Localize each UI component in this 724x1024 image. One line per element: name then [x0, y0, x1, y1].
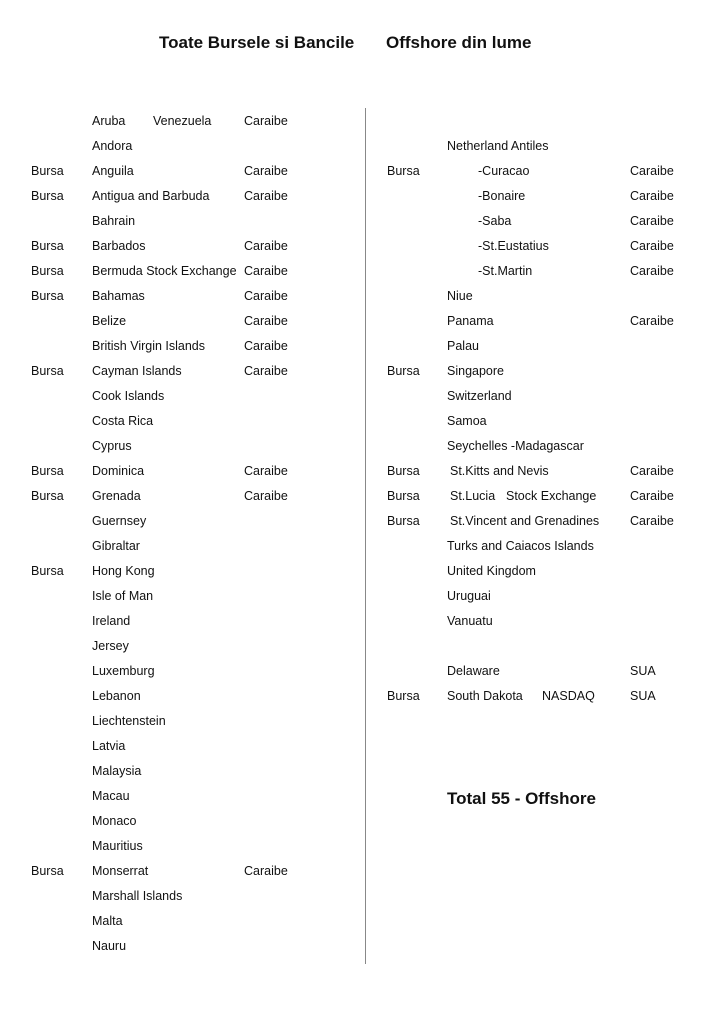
- exchange-label: Bursa: [387, 464, 420, 478]
- exchange-label: Bursa: [31, 864, 64, 878]
- exchange-label: Bursa: [387, 164, 420, 178]
- country-name: Niue: [447, 289, 473, 303]
- region-label: Caraibe: [630, 314, 674, 328]
- list-item: [0, 234, 724, 259]
- country-name: Dominica: [92, 464, 145, 478]
- country-name: Bahamas: [92, 289, 145, 303]
- country-name: -St.Martin: [478, 264, 533, 278]
- list-item: [0, 434, 724, 459]
- region-label: SUA: [630, 689, 656, 703]
- region-label: Caraibe: [244, 314, 288, 328]
- list-item: [0, 484, 724, 509]
- country-name: Monaco: [92, 814, 137, 828]
- list-item: [0, 509, 724, 534]
- country-name: Costa Rica: [92, 414, 154, 428]
- country-name: Turks and Caiacos Islands: [447, 539, 594, 553]
- region-label: Caraibe: [630, 489, 674, 503]
- region-label: Caraibe: [630, 464, 674, 478]
- list-item: [0, 384, 724, 409]
- exchange-label: Bursa: [31, 164, 64, 178]
- country-name: Hong Kong: [92, 564, 155, 578]
- country-name: -Curacao: [478, 164, 530, 178]
- country-name: St.Lucia: [450, 489, 496, 503]
- region-label: Caraibe: [244, 189, 288, 203]
- exchange-label: Bursa: [31, 364, 64, 378]
- country-name: Malaysia: [92, 764, 142, 778]
- region-label: Caraibe: [630, 164, 674, 178]
- country-name: Palau: [447, 339, 479, 353]
- list-item: [0, 359, 724, 384]
- country-name: Antigua and Barbuda: [92, 189, 210, 203]
- exchange-label: Bursa: [387, 364, 420, 378]
- region-label: Caraibe: [244, 864, 288, 878]
- country-name: Jersey: [92, 639, 129, 653]
- region-label: Caraibe: [630, 514, 674, 528]
- list-item: [0, 159, 724, 184]
- country-name: Mauritius: [92, 839, 143, 853]
- country-name: Malta: [92, 914, 123, 928]
- country-name: United Kingdom: [447, 564, 536, 578]
- country-name: -St.Eustatius: [478, 239, 549, 253]
- exchange-label: Bursa: [387, 514, 420, 528]
- list-item: [0, 409, 724, 434]
- country-name: Aruba: [92, 114, 126, 128]
- list-item: [0, 259, 724, 284]
- country-name: -Saba: [478, 214, 512, 228]
- country-name: Panama: [447, 314, 494, 328]
- country-name: Bahrain: [92, 214, 136, 228]
- country-name: Cook Islands: [92, 389, 165, 403]
- exchange-label: Bursa: [31, 489, 64, 503]
- country-name: Bermuda Stock Exchange: [92, 264, 237, 278]
- country-name: Gibraltar: [92, 539, 140, 553]
- list-item: [0, 134, 724, 159]
- country-name: Netherland Antiles: [447, 139, 549, 153]
- list-item: [0, 684, 724, 709]
- country-name: British Virgin Islands: [92, 339, 206, 353]
- list-item: [0, 284, 724, 309]
- region-label: Caraibe: [630, 189, 674, 203]
- region-label: Caraibe: [244, 114, 288, 128]
- country-name: Marshall Islands: [92, 889, 183, 903]
- exchange-label: Bursa: [31, 189, 64, 203]
- region-label: Caraibe: [244, 339, 288, 353]
- region-label: Caraibe: [244, 164, 288, 178]
- list-item: [0, 334, 724, 359]
- page-title-left: Toate Bursele si Bancile: [159, 33, 355, 52]
- country-name: St.Vincent and Grenadines: [450, 514, 600, 528]
- list-item: [0, 184, 724, 209]
- region-label: Caraibe: [244, 464, 288, 478]
- country-name: Anguila: [92, 164, 134, 178]
- country-name: Cayman Islands: [92, 364, 182, 378]
- exchange-label: Bursa: [31, 564, 64, 578]
- exchange-label: Bursa: [31, 239, 64, 253]
- list-item: [0, 559, 724, 584]
- list-item: [0, 209, 724, 234]
- list-item: [0, 309, 724, 334]
- country-name: Macau: [92, 789, 130, 803]
- country-name: Seychelles -Madagascar: [447, 439, 584, 453]
- exchange-label: Bursa: [31, 289, 64, 303]
- country-name: Lebanon: [92, 689, 141, 703]
- country-name: Samoa: [447, 414, 487, 428]
- exchange-label: Bursa: [31, 264, 64, 278]
- country-name: Singapore: [447, 364, 504, 378]
- country-name: Switzerland: [447, 389, 512, 403]
- region-label: Caraibe: [630, 214, 674, 228]
- extra-note: NASDAQ: [542, 689, 595, 703]
- country-name: Delaware: [447, 664, 500, 678]
- country-name: Latvia: [92, 739, 126, 753]
- country-name: Monserrat: [92, 864, 149, 878]
- country-name: Belize: [92, 314, 127, 328]
- country-name: Isle of Man: [92, 589, 154, 603]
- country-name: Guernsey: [92, 514, 147, 528]
- region-label: SUA: [630, 664, 656, 678]
- country-name: Vanuatu: [447, 614, 493, 628]
- country-name: South Dakota: [447, 689, 523, 703]
- country-name: Nauru: [92, 939, 127, 953]
- country-name: Cyprus: [92, 439, 132, 453]
- region-label: Caraibe: [630, 264, 674, 278]
- country-name: Grenada: [92, 489, 141, 503]
- list-item: [0, 534, 724, 559]
- country-name: Barbados: [92, 239, 146, 253]
- list-item: [0, 634, 724, 659]
- extra-note: Venezuela: [153, 114, 212, 128]
- country-name: Liechtenstein: [92, 714, 166, 728]
- country-name: St.Kitts and Nevis: [450, 464, 549, 478]
- list-item: [0, 659, 724, 684]
- exchange-label: Bursa: [387, 689, 420, 703]
- country-name: Luxemburg: [92, 664, 155, 678]
- extra-note: Stock Exchange: [506, 489, 597, 503]
- total-label: Total 55 - Offshore: [447, 789, 596, 808]
- region-label: Caraibe: [244, 264, 288, 278]
- exchange-label: Bursa: [31, 464, 64, 478]
- list-item: [0, 609, 724, 634]
- region-label: Caraibe: [244, 364, 288, 378]
- region-label: Caraibe: [244, 239, 288, 253]
- region-label: Caraibe: [630, 239, 674, 253]
- region-label: Caraibe: [244, 489, 288, 503]
- list-item: [0, 584, 724, 609]
- region-label: Caraibe: [244, 289, 288, 303]
- country-name: Uruguai: [447, 589, 491, 603]
- country-name: Andora: [92, 139, 133, 153]
- exchange-label: Bursa: [387, 489, 420, 503]
- country-name: -Bonaire: [478, 189, 526, 203]
- page-title-right: Offshore din lume: [386, 33, 532, 52]
- list-item: [0, 459, 724, 484]
- country-name: Ireland: [92, 614, 131, 628]
